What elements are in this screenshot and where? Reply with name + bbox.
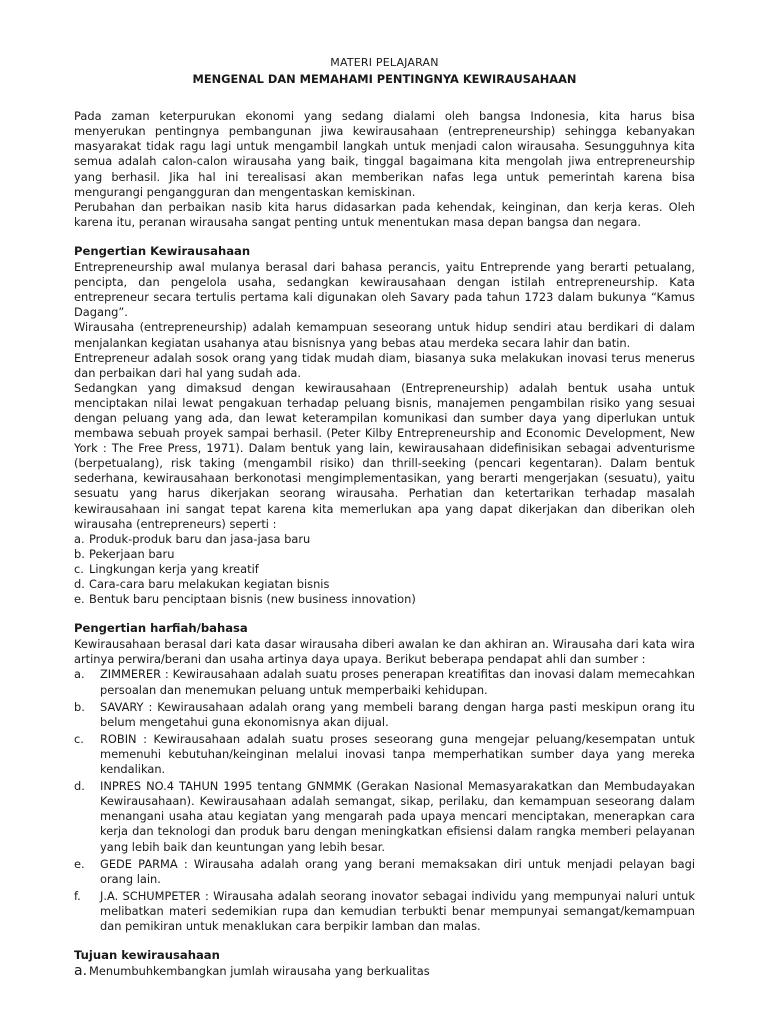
list-item: [74, 779, 695, 854]
body-paragraph: Kewirausahaan berasal dari kata dasar wirausaha diberi awalan ke dan akhiran an. Wirausaha dari kata wira artinya perwira/berani dan usaha artinya daya upaya. Berikut beberapa pendapat ahli dan sumber :: [74, 637, 695, 667]
list-item-text: INPRES NO.4 TAHUN 1995 tentang GNMMK (Gerakan Nasional Memasyarakatkan dan Membudayakan Kewirausahaan). Kewirausahaan adalah semangat, sikap, perilaku, dan kemampuan seseorang dalam menangani usaha atau kegiatan yang mengarah pada upaya mencari menciptakan, menerapkan cara kerja dan teknologi dan produk baru dengan meningkatkan efisiensi dalam rangka memberi pelayanan yang lebih baik dan keuntungan yang lebih besar.: [100, 779, 695, 854]
goals-list: [74, 964, 695, 979]
list-item-text: Lingkungan kerja yang kreatif: [89, 561, 259, 576]
list-marker: a.: [74, 531, 85, 546]
entrepreneur-contributions-list: [74, 532, 695, 607]
list-item: [74, 667, 695, 697]
section-heading-pengertian-kewirausahaan: Pengertian Kewirausahaan: [74, 243, 251, 258]
list-item: [74, 547, 695, 562]
section-heading-tujuan: Tujuan kewirausahaan: [74, 948, 220, 963]
list-item-text: SAVARY : Kewirausahaan adalah orang yang membeli barang dengan harga pasti meskipun orang itu belum mengetahui guna ekonomisnya akan dijual.: [100, 699, 695, 729]
list-item-text: Menumbuhkembangkan jumlah wirausaha yang berkualitas: [89, 964, 430, 979]
list-item-text: ROBIN : Kewirausahaan adalah suatu proses seseorang guna mengejar peluang/kesempatan untuk memenuhi kebutuhan/keinginan melalui inovasi tanpa memperhatikan sumber daya yang mereka kendalikan.: [100, 731, 695, 777]
intro-paragraph: Perubahan dan perbaikan nasib kita harus didasarkan pada kehendak, keinginan, dan kerja keras. Oleh karena itu, peranan wirausaha sangat penting untuk menentukan masa depan bangsa dan negara.: [74, 199, 695, 229]
expert-definitions-list: [74, 667, 695, 934]
list-item: [74, 732, 695, 777]
list-marker: a.: [74, 667, 85, 682]
list-item: [74, 700, 695, 730]
list-item: [74, 577, 695, 592]
list-item: [74, 857, 695, 887]
list-marker: f.: [74, 888, 81, 903]
list-item-text: GEDE PARMA : Wirausaha adalah orang yang berani memaksakan diri untuk menjadi pelayan bagi orang lain.: [100, 856, 695, 886]
list-item-text: Pekerjaan baru: [89, 546, 175, 561]
document-label: MATERI PELAJARAN: [330, 56, 439, 69]
list-item-text: J.A. SCHUMPETER : Wirausaha adalah seorang inovator sebagai individu yang mempunyai naluri untuk melibatkan materi sedemikian rupa dan kemudian terbukti benar mempunyai semangat/kemampuan dan pemikiran untuk menaklukan cara berpikir lamban dan malas.: [100, 888, 695, 933]
list-item: [74, 592, 695, 607]
list-item: [74, 532, 695, 547]
list-item: [74, 562, 695, 577]
list-item-text: Bentuk baru penciptaan bisnis (new business innovation): [89, 592, 416, 607]
body-paragraph: Entrepreneurship awal mulanya berasal dari bahasa perancis, yaitu Entreprende yang berarti petualang, pencipta, dan pengelola usaha, sedangkan kewirausahaan dengan istilah entrepreneurship. Kata entrepreneur secara tertulis pertama kali digunakan oleh Savary pada tahun 1723 dalam bukunya “Kamus Dagang”.: [74, 260, 695, 320]
list-marker: b.: [74, 699, 85, 714]
list-marker: d.: [74, 779, 85, 794]
body-paragraph: Wirausaha (entrepreneurship) adalah kemampuan seseorang untuk hidup sendiri atau berdikari di dalam menjalankan kegiatan usahanya atau bisnisnya yang bebas atau merdeka secara lahir dan batin.: [74, 320, 695, 350]
list-marker: c.: [74, 731, 84, 746]
list-marker: d.: [74, 577, 85, 591]
list-item: [74, 964, 695, 979]
body-paragraph: Sedangkan yang dimaksud dengan kewirausahaan (Entrepreneurship) adalah bentuk usaha untuk menciptakan nilai lewat pengakuan terhadap peluang bisnis, manajemen pengambilan risiko yang sesuai dengan peluang yang ada, dan lewat keterampilan komunikasi dan sumber daya yang diperlukan untuk membawa sebuah proyek sampai berhasil. (Peter Kilby Entrepreneurship and Economic Development, New York : The Free Press, 1971). Dalam bentuk yang lain, kewirausahaan didefinisikan sebagai adventurisme (berpetualang), risk taking (mengambil risiko) dan thrill-seeking (pencari kegentaran). Dalam bentuk sederhana, kewirausahaan berkonotasi mengimplementasikan, yang berarti mengerjakan (sesuatu), yaitu sesuatu yang harus dikerjakan seorang wirausaha. Perhatian dan ketertarikan terhadap masalah kewirausahaan ini sangat tepat karena kita memerlukan apa yang dapat dikerjakan dan diberikan oleh wirausaha (entrepreneurs) seperti :: [74, 380, 695, 531]
list-marker: c.: [74, 561, 84, 576]
list-item-text: Produk-produk baru dan jasa-jasa baru: [89, 531, 311, 546]
list-marker: e.: [74, 592, 85, 607]
section-heading-pengertian-harfiah: Pengertian harfiah/bahasa: [74, 621, 248, 636]
list-marker: b.: [74, 546, 85, 561]
intro-section: [74, 109, 695, 230]
list-marker: e.: [74, 856, 85, 871]
intro-paragraph: Pada zaman keterpurukan ekonomi yang sedang dialami oleh bangsa Indonesia, kita harus bisa menyerukan pentingnya pembangunan jiwa kewirausahaan (entrepreneurship) sehingga kebanyakan masyarakat tidak ragu lagi untuk mengambil langkah untuk menjadi calon wirausaha. Sesungguhnya kita semua adalah calon-calon wirausaha yang baik, tinggal bagaimana kita mengolah jiwa entrepreneurship yang berhasil. Jika hal ini terealisasi akan memberikan nafas lega untuk pemerintah karena bisa mengurangi pengangguran dan mengentaskan kemiskinan.: [74, 109, 695, 199]
list-item-text: Cara-cara baru melakukan kegiatan bisnis: [89, 577, 330, 591]
body-paragraph: Entrepreneur adalah sosok orang yang tidak mudah diam, biasanya suka melakukan inovasi terus menerus dan perbaikan dari hal yang sudah ada.: [74, 350, 695, 380]
list-item-text: ZIMMERER : Kewirausahaan adalah suatu proses penerapan kreatifitas dan inovasi dalam memecahkan persoalan dan menemukan peluang untuk memperbaiki kehidupan.: [100, 667, 695, 697]
list-marker: a.: [74, 963, 88, 980]
document-title: MENGENAL DAN MEMAHAMI PENTINGNYA KEWIRAUSAHAAN: [192, 72, 577, 87]
list-item: [74, 889, 695, 934]
